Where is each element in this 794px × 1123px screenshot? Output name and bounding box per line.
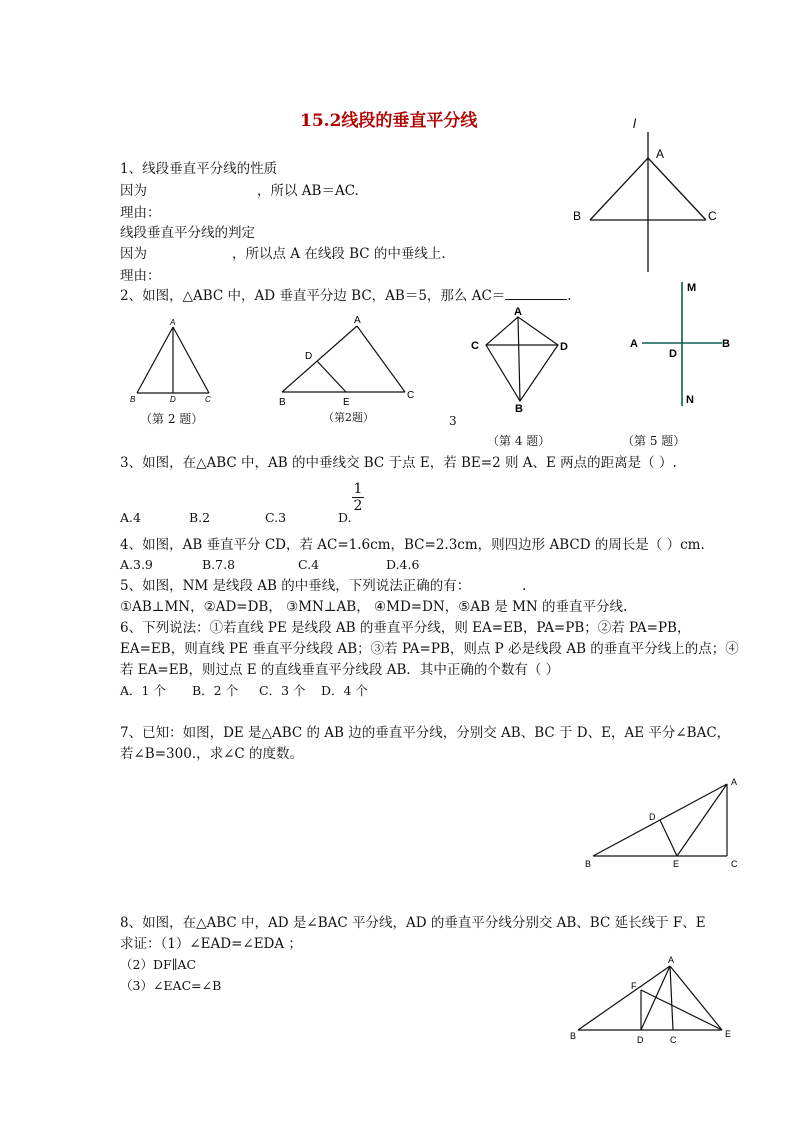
- figure-q8: [565, 952, 745, 1052]
- q4-option-c: C.4: [298, 557, 320, 572]
- q6-option-c: C．3 个: [259, 683, 306, 698]
- q8-line3: （2）DF∥AC: [120, 957, 197, 972]
- label-c: C: [407, 390, 415, 401]
- segment-ab: [137, 327, 173, 393]
- label-b: B: [130, 395, 136, 404]
- segment-ba: [282, 326, 357, 392]
- q6-option-d: D．4 个: [321, 683, 368, 698]
- q3-option-c: C.3: [265, 510, 287, 525]
- q6-line3: 若 EA=EB，则过点 E 的直线垂直平分线段 AB．其中正确的个数有（ ）: [120, 662, 560, 678]
- segment-de: [317, 361, 346, 392]
- q4-option-b: B.7.8: [202, 557, 236, 572]
- label-d: D: [637, 1035, 644, 1045]
- label-a: A: [170, 318, 176, 327]
- label-f: F: [631, 981, 637, 991]
- q6-option-b: B．2 个: [192, 683, 239, 698]
- q6-line2: EA=EB，则直线 PE 垂直平分线段 AB；③若 PA=PB，则点 P 必是线段 AB 的垂直平分线上的点；④: [120, 641, 739, 657]
- fraction-numerator: 1: [353, 481, 363, 497]
- label-d: D: [170, 395, 176, 404]
- q1-line2-b: ，所以点 A 在线段 BC 的中垂线上.: [232, 246, 446, 262]
- figure-q2: [125, 315, 225, 410]
- q2-stem: 2、如图，△ABC 中，AD 垂直平分边 BC，AB＝5，那么 AC＝: [120, 288, 506, 304]
- caption-fig4: （第 4 题）: [487, 434, 551, 448]
- label-a: A: [668, 955, 675, 965]
- q1-line2: [120, 245, 446, 263]
- q5-text: 5、如图，NM 是线段 AB 的中垂线，下列说法正确的有：: [120, 578, 471, 594]
- q5-items: ①AB⊥MN，②AD=DB， ③MN⊥AB， ④MD=DN，⑤AB 是 MN 的垂直平分线.: [120, 599, 628, 615]
- label-d: D: [649, 812, 656, 822]
- q4-option-d: D.4.6: [386, 557, 420, 572]
- q8-line1: 8、如图，在△ABC 中，AD 是∠BAC 平分线，AD 的垂直平分线分别交 AB、BC 延长线于 F、E: [120, 915, 706, 931]
- segment-de: [660, 820, 677, 856]
- label-c: C: [205, 395, 211, 404]
- segment-ae: [670, 966, 722, 1030]
- label-b: B: [722, 338, 730, 350]
- figure-q3: [272, 312, 422, 412]
- caption-num3: 3: [449, 414, 457, 428]
- caption-fig2: （第 2 题）: [140, 412, 204, 426]
- segment-ab: [590, 158, 648, 220]
- label-d: D: [560, 341, 568, 353]
- caption-fig3: （第2题）: [323, 411, 374, 424]
- q1-reason1: 理由：: [120, 205, 161, 221]
- page-title: 15.2线段的垂直平分线: [300, 111, 478, 131]
- label-l: l: [633, 116, 636, 131]
- figure-q1: [560, 112, 740, 277]
- q8-line2: 求证：（1）∠EAD=∠EDA ；: [120, 936, 302, 952]
- label-a: A: [656, 147, 665, 161]
- label-b: B: [515, 403, 523, 415]
- label-e: E: [725, 1029, 732, 1039]
- label-c: C: [670, 1035, 677, 1045]
- q1-heading: 1、线段垂直平分线的性质: [120, 161, 278, 177]
- q3-option-b: B.2: [189, 510, 211, 525]
- q6-option-a: A．1 个: [120, 683, 166, 698]
- label-n: N: [686, 394, 694, 406]
- q7-line1: 7、已知：如图，DE 是△ABC 的 AB 边的垂直平分线，分别交 AB、BC 于 D、E，AE 平分∠BAC，: [120, 725, 731, 741]
- q1-line1-a: 因为: [120, 183, 147, 199]
- label-a: A: [354, 315, 361, 326]
- label-c: C: [708, 209, 717, 223]
- q4-text: 4、如图，AB 垂直平分 CD，若 AC=1.6cm，BC=2.3cm，则四边形 ABCD 的周长是（ ）cm.: [120, 537, 705, 553]
- q2-end: .: [567, 288, 572, 304]
- label-b: B: [279, 397, 286, 408]
- label-d: D: [305, 351, 313, 362]
- q3-text: 3、如图，在△ABC 中，AB 的中垂线交 BC 于点 E，若 BE=2 则 A、E 两点的距离是（ ）.: [120, 455, 677, 471]
- q1-reason2: 理由：: [120, 268, 161, 284]
- label-c: C: [471, 340, 479, 352]
- label-a: A: [514, 306, 522, 318]
- q4-option-a: A.3.9: [120, 557, 153, 572]
- q7-line2: 若∠B=300.，求∠C 的度数。: [120, 746, 304, 762]
- fraction-denominator: 2: [353, 498, 363, 514]
- q1-line2-a: 因为: [120, 246, 147, 262]
- segment-ab: [518, 317, 520, 401]
- figure-q5: [620, 276, 740, 411]
- figure-q4: [466, 303, 576, 415]
- q8-line4: （3）∠EAC=∠B: [120, 978, 222, 993]
- segment-ac: [648, 158, 706, 220]
- label-b: B: [570, 1031, 577, 1041]
- q2-answer-blank[interactable]: [505, 287, 567, 300]
- q3-option-d: D.: [338, 510, 352, 525]
- figure-q7: [575, 770, 745, 875]
- label-a: A: [731, 777, 738, 787]
- label-d: D: [669, 348, 677, 360]
- q3-fraction: [352, 481, 364, 514]
- caption-fig5: （第 5 题）: [622, 434, 686, 448]
- quadrilateral-acbd: [486, 317, 558, 401]
- label-e: E: [673, 859, 680, 869]
- label-c: C: [731, 859, 738, 869]
- segment-ac: [357, 326, 405, 392]
- label-a: A: [630, 338, 638, 350]
- q1-line1-b: ，所以 AB＝AC.: [257, 183, 359, 199]
- q3-option-a: A.4: [120, 510, 141, 525]
- segment-fe: [641, 990, 722, 1030]
- label-e: E: [343, 397, 350, 408]
- q6-line1: 6、下列说法：①若直线 PE 是线段 AB 的垂直平分线，则 EA=EB，PA=PB；②若 PA=PB，: [120, 620, 691, 636]
- q1-judgement: 线段垂直平分线的判定: [120, 225, 255, 241]
- q1-line1: [120, 182, 359, 200]
- segment-ae: [677, 784, 727, 856]
- label-b: B: [573, 209, 582, 223]
- segment-ac: [173, 327, 209, 393]
- label-b: B: [585, 859, 592, 869]
- segment-ac: [670, 966, 673, 1030]
- q5-dot: .: [522, 578, 527, 594]
- label-m: M: [687, 282, 697, 294]
